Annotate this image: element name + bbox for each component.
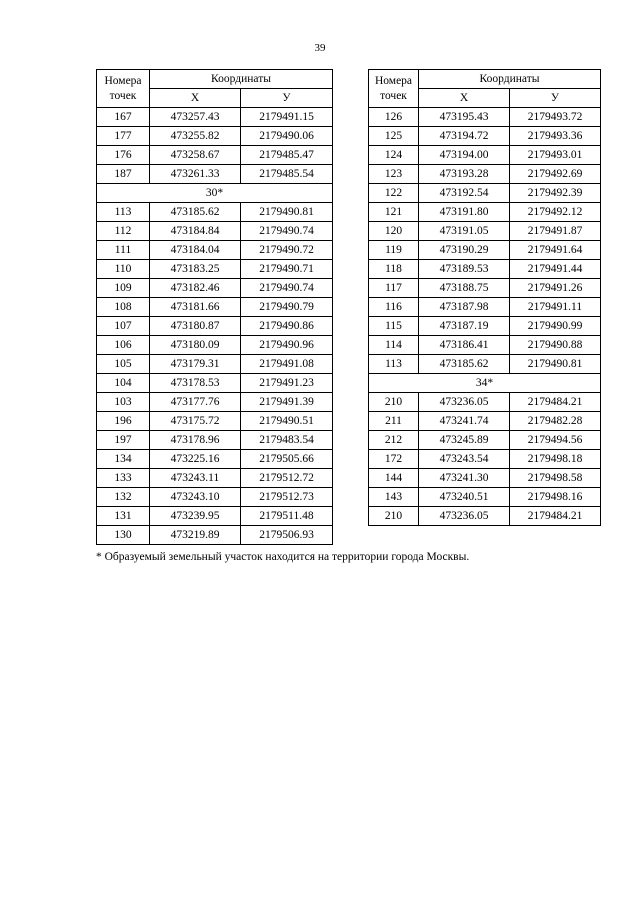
point-number-header-line2: точек: [380, 89, 407, 102]
point-number-cell: 106: [97, 336, 150, 355]
section-row: [369, 374, 601, 393]
y-coordinate-cell: 2179491.08: [241, 355, 333, 374]
x-coordinate-cell: 473189.53: [419, 260, 510, 279]
x-coordinate-cell: 473180.09: [150, 336, 241, 355]
x-coordinate-cell: 473192.54: [419, 184, 510, 203]
coordinates-table-left: [96, 69, 333, 545]
table-row: [97, 469, 333, 488]
x-coordinate-cell: 473195.43: [419, 108, 510, 127]
point-number-cell: 134: [97, 450, 150, 469]
x-coordinate-cell: 473239.95: [150, 507, 241, 526]
x-coordinate-cell: 473193.28: [419, 165, 510, 184]
y-coordinate-cell: 2179484.21: [510, 507, 601, 526]
table-row: [97, 146, 333, 165]
table-row: [369, 260, 601, 279]
point-number-cell: 115: [369, 317, 419, 336]
x-coordinate-cell: 473178.96: [150, 431, 241, 450]
point-number-cell: 112: [97, 222, 150, 241]
y-coordinate-cell: 2179505.66: [241, 450, 333, 469]
table-row: [369, 393, 601, 412]
y-coordinate-cell: 2179490.79: [241, 298, 333, 317]
table-row: [97, 108, 333, 127]
y-coordinate-cell: 2179498.58: [510, 469, 601, 488]
table-row: [369, 317, 601, 336]
y-coordinate-cell: 2179490.71: [241, 260, 333, 279]
y-coordinate-cell: 2179485.54: [241, 165, 333, 184]
x-coordinate-cell: 473194.00: [419, 146, 510, 165]
point-number-cell: 143: [369, 488, 419, 507]
y-coordinate-cell: 2179498.18: [510, 450, 601, 469]
point-number-cell: 108: [97, 298, 150, 317]
point-number-cell: 131: [97, 507, 150, 526]
point-number-header: [97, 70, 150, 108]
y-coordinate-cell: 2179490.99: [510, 317, 601, 336]
x-coordinate-cell: 473245.89: [419, 431, 510, 450]
y-coordinate-cell: 2179491.87: [510, 222, 601, 241]
table-row: [97, 165, 333, 184]
x-coordinate-cell: 473185.62: [150, 203, 241, 222]
x-coordinate-cell: 473243.11: [150, 469, 241, 488]
x-coordinate-cell: 473241.74: [419, 412, 510, 431]
table-row: [369, 241, 601, 260]
point-number-cell: 123: [369, 165, 419, 184]
point-number-cell: 212: [369, 431, 419, 450]
point-number-cell: 113: [97, 203, 150, 222]
y-coordinate-cell: 2179493.36: [510, 127, 601, 146]
point-number-header-line1: Номера: [374, 74, 413, 87]
point-number-cell: 117: [369, 279, 419, 298]
y-coordinate-cell: 2179491.26: [510, 279, 601, 298]
x-coordinate-cell: 473181.66: [150, 298, 241, 317]
y-coordinate-cell: 2179490.96: [241, 336, 333, 355]
table-row: [369, 355, 601, 374]
y-coordinate-cell: 2179493.72: [510, 108, 601, 127]
table-row: [97, 260, 333, 279]
y-coordinate-cell: 2179512.72: [241, 469, 333, 488]
table-row: [369, 127, 601, 146]
table-row: [97, 507, 333, 526]
point-number-cell: 103: [97, 393, 150, 412]
table-row: [97, 317, 333, 336]
y-coordinate-cell: 2179492.69: [510, 165, 601, 184]
y-coordinate-cell: 2179512.73: [241, 488, 333, 507]
y-column-header: У: [510, 89, 601, 108]
point-number-cell: 196: [97, 412, 150, 431]
coordinates-header: Координаты: [150, 70, 333, 89]
x-coordinate-cell: 473241.30: [419, 469, 510, 488]
y-coordinate-cell: 2179511.48: [241, 507, 333, 526]
y-coordinate-cell: 2179494.56: [510, 431, 601, 450]
section-label: 34*: [369, 374, 601, 393]
point-number-cell: 114: [369, 336, 419, 355]
x-coordinate-cell: 473183.25: [150, 260, 241, 279]
x-coordinate-cell: 473194.72: [419, 127, 510, 146]
x-coordinate-cell: 473243.10: [150, 488, 241, 507]
y-coordinate-cell: 2179483.54: [241, 431, 333, 450]
point-number-cell: 104: [97, 374, 150, 393]
y-coordinate-cell: 2179491.23: [241, 374, 333, 393]
y-coordinate-cell: 2179491.64: [510, 241, 601, 260]
point-number-cell: 110: [97, 260, 150, 279]
table-row: [369, 336, 601, 355]
x-coordinate-cell: 473178.53: [150, 374, 241, 393]
table-row: [97, 450, 333, 469]
point-number-cell: 210: [369, 393, 419, 412]
point-number-cell: 111: [97, 241, 150, 260]
x-coordinate-cell: 473240.51: [419, 488, 510, 507]
y-coordinate-cell: 2179498.16: [510, 488, 601, 507]
x-coordinate-cell: 473187.19: [419, 317, 510, 336]
y-coordinate-cell: 2179492.12: [510, 203, 601, 222]
table-row: [369, 431, 601, 450]
point-number-cell: 144: [369, 469, 419, 488]
table-row: [369, 450, 601, 469]
y-coordinate-cell: 2179490.72: [241, 241, 333, 260]
table-row: [369, 412, 601, 431]
x-coordinate-cell: 473175.72: [150, 412, 241, 431]
y-coordinate-cell: 2179490.86: [241, 317, 333, 336]
table-row: [97, 241, 333, 260]
x-coordinate-cell: 473236.05: [419, 507, 510, 526]
section-label: 30*: [97, 184, 333, 203]
y-coordinate-cell: 2179493.01: [510, 146, 601, 165]
point-number-cell: 177: [97, 127, 150, 146]
point-number-cell: 133: [97, 469, 150, 488]
point-number-cell: 176: [97, 146, 150, 165]
point-number-header-line1: Номера: [104, 74, 142, 87]
y-coordinate-cell: 2179485.47: [241, 146, 333, 165]
table-row: [97, 526, 333, 545]
x-coordinate-cell: 473185.62: [419, 355, 510, 374]
y-coordinate-cell: 2179490.51: [241, 412, 333, 431]
table-row: [369, 488, 601, 507]
table-row: [369, 507, 601, 526]
x-coordinate-cell: 473180.87: [150, 317, 241, 336]
table-row: [369, 108, 601, 127]
y-coordinate-cell: 2179490.74: [241, 279, 333, 298]
page-number: 39: [314, 42, 326, 54]
point-number-cell: 107: [97, 317, 150, 336]
x-coordinate-cell: 473258.67: [150, 146, 241, 165]
section-row: [97, 184, 333, 203]
y-coordinate-cell: 2179491.44: [510, 260, 601, 279]
y-coordinate-cell: 2179490.81: [241, 203, 333, 222]
point-number-cell: 167: [97, 108, 150, 127]
x-coordinate-cell: 473257.43: [150, 108, 241, 127]
x-coordinate-cell: 473187.98: [419, 298, 510, 317]
table-row: [97, 222, 333, 241]
point-number-cell: 122: [369, 184, 419, 203]
point-number-cell: 187: [97, 165, 150, 184]
table-row: [369, 165, 601, 184]
table-row: [97, 412, 333, 431]
y-coordinate-cell: 2179506.93: [241, 526, 333, 545]
table-row: [97, 203, 333, 222]
y-coordinate-cell: 2179491.15: [241, 108, 333, 127]
table-row: [97, 127, 333, 146]
point-number-cell: 197: [97, 431, 150, 450]
table-row: [97, 298, 333, 317]
x-coordinate-cell: 473191.80: [419, 203, 510, 222]
table-row: [97, 393, 333, 412]
x-coordinate-cell: 473225.16: [150, 450, 241, 469]
x-coordinate-cell: 473179.31: [150, 355, 241, 374]
table-row: [369, 469, 601, 488]
point-number-cell: 119: [369, 241, 419, 260]
point-number-cell: 130: [97, 526, 150, 545]
x-coordinate-cell: 473182.46: [150, 279, 241, 298]
x-coordinate-cell: 473188.75: [419, 279, 510, 298]
point-number-cell: 116: [369, 298, 419, 317]
coordinates-header: Координаты: [419, 70, 601, 89]
point-number-cell: 172: [369, 450, 419, 469]
y-coordinate-cell: 2179492.39: [510, 184, 601, 203]
point-number-header-line2: точек: [109, 89, 137, 102]
coordinates-table-right: [368, 69, 601, 526]
table-row: [369, 222, 601, 241]
x-coordinate-cell: 473236.05: [419, 393, 510, 412]
table-row: [97, 279, 333, 298]
point-number-cell: 118: [369, 260, 419, 279]
point-number-cell: 125: [369, 127, 419, 146]
table-row: [97, 336, 333, 355]
point-number-cell: 126: [369, 108, 419, 127]
x-coordinate-cell: 473243.54: [419, 450, 510, 469]
y-coordinate-cell: 2179490.88: [510, 336, 601, 355]
point-number-cell: 210: [369, 507, 419, 526]
x-coordinate-cell: 473255.82: [150, 127, 241, 146]
point-number-cell: 120: [369, 222, 419, 241]
y-coordinate-cell: 2179491.11: [510, 298, 601, 317]
y-coordinate-cell: 2179482.28: [510, 412, 601, 431]
y-coordinate-cell: 2179484.21: [510, 393, 601, 412]
table-row: [369, 279, 601, 298]
table-row: [97, 488, 333, 507]
table-row: [369, 146, 601, 165]
x-column-header: Х: [419, 89, 510, 108]
y-coordinate-cell: 2179490.81: [510, 355, 601, 374]
x-coordinate-cell: 473190.29: [419, 241, 510, 260]
table-row: [97, 355, 333, 374]
table-row: [369, 184, 601, 203]
point-number-header: [369, 70, 419, 108]
point-number-cell: 211: [369, 412, 419, 431]
x-coordinate-cell: 473184.04: [150, 241, 241, 260]
x-coordinate-cell: 473261.33: [150, 165, 241, 184]
table-row: [97, 431, 333, 450]
point-number-cell: 121: [369, 203, 419, 222]
x-coordinate-cell: 473186.41: [419, 336, 510, 355]
x-coordinate-cell: 473184.84: [150, 222, 241, 241]
point-number-cell: 105: [97, 355, 150, 374]
point-number-cell: 132: [97, 488, 150, 507]
footnote: * Образуемый земельный участок находится на территории города Москвы.: [96, 551, 470, 563]
y-coordinate-cell: 2179490.74: [241, 222, 333, 241]
y-coordinate-cell: 2179490.06: [241, 127, 333, 146]
y-column-header: У: [241, 89, 333, 108]
x-coordinate-cell: 473177.76: [150, 393, 241, 412]
x-column-header: Х: [150, 89, 241, 108]
point-number-cell: 109: [97, 279, 150, 298]
x-coordinate-cell: 473219.89: [150, 526, 241, 545]
x-coordinate-cell: 473191.05: [419, 222, 510, 241]
table-row: [369, 203, 601, 222]
point-number-cell: 113: [369, 355, 419, 374]
table-row: [97, 374, 333, 393]
table-row: [369, 298, 601, 317]
point-number-cell: 124: [369, 146, 419, 165]
y-coordinate-cell: 2179491.39: [241, 393, 333, 412]
